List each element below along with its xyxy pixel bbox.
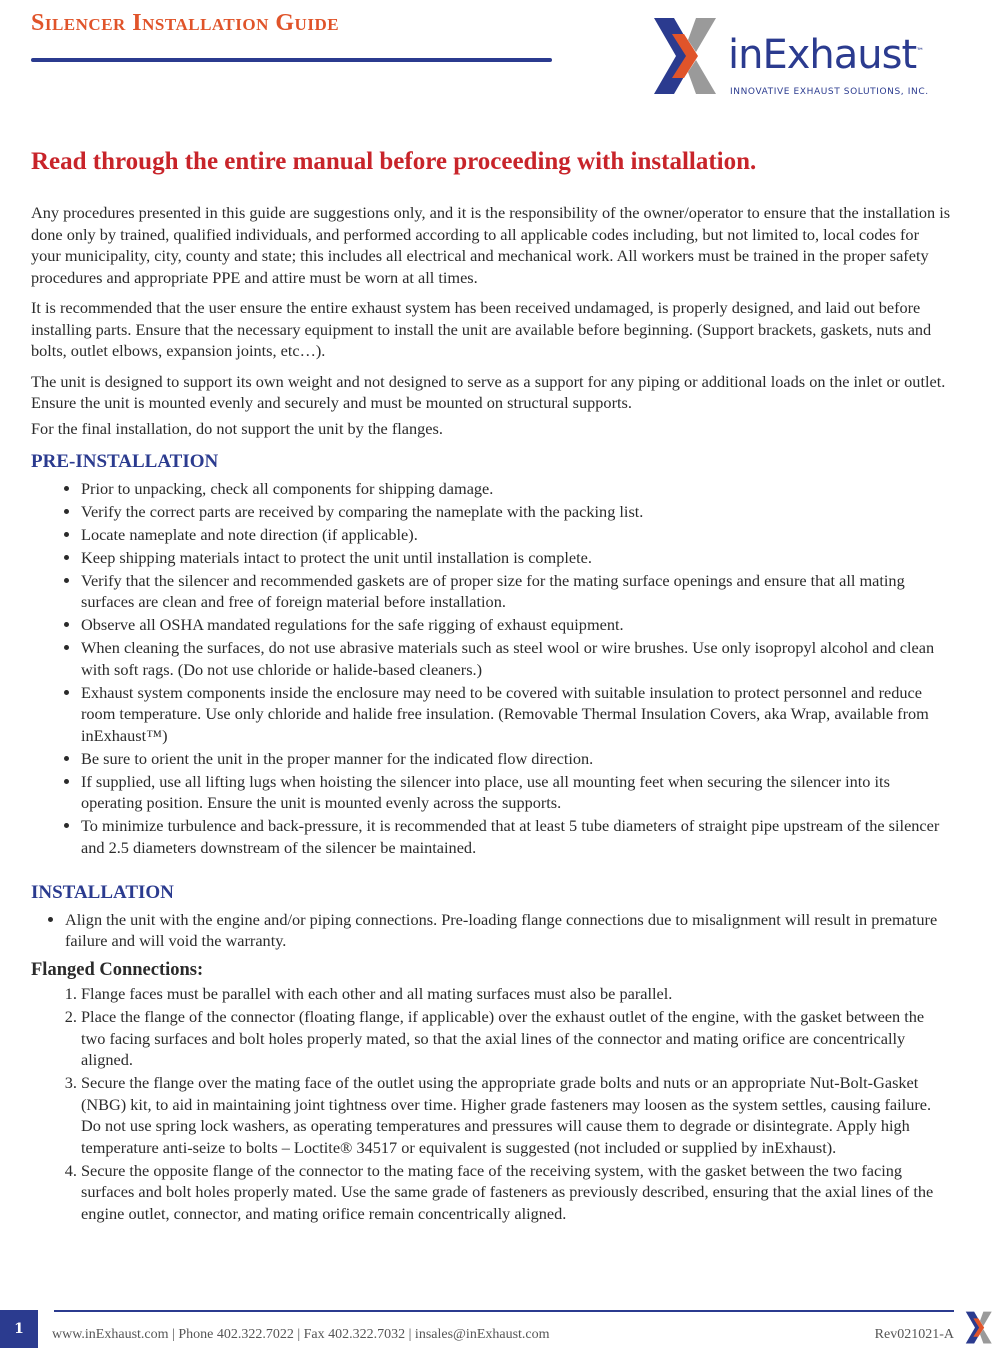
- list-item: • Observe all OSHA mandated regulations for the safe rigging of exhaust equipment.: [81, 614, 951, 636]
- list-item: • Exhaust system components inside the enclosure may need to be covered with suitable insulation to protect personnel and reduce room temperature. Use only chloride and halide free insulation. (Removable Thermal Insulation Covers, aka Wrap, available from inExhaust™): [81, 682, 951, 747]
- guide-content: [31, 202, 951, 1226]
- list-item: • Verify that the silencer and recommended gaskets are of proper size for the mating surface openings and ensure that all mating surfaces are clean and free of foreign material before installation.: [81, 570, 951, 613]
- list-item: • When cleaning the surfaces, do not use abrasive materials such as steel wool or wire brushes. Use only isopropyl alcohol and clean with soft rags. (Do not use chloride or halide-based cleaners.): [81, 637, 951, 680]
- flanged-connections-steps: [31, 983, 951, 1224]
- list-item: • Be sure to orient the unit in the proper manner for the indicated flow direction.: [81, 748, 951, 770]
- intro-paragraph: Any procedures presented in this guide are suggestions only, and it is the responsibility of the owner/operator to ensure that the installation is done only by trained, qualified individuals, and performed according to all applicable codes including, but not limited to, local codes for your municipality, city, county and state; this includes all electrical and mechanical work. All workers must be trained in the proper safety procedures and appropriate PPE and attire must be worn at all times.: [31, 203, 951, 287]
- list-item: • To minimize turbulence and back-pressure, it is recommended that at least 5 tube diameters of straight pipe upstream of the silencer and 2.5 diameters downstream of the silencer be maintained.: [81, 815, 951, 858]
- revision-label: Rev021021-A: [874, 1327, 954, 1342]
- pre-installation-list: [31, 478, 951, 859]
- footer-logo-mark-icon: [962, 1310, 998, 1346]
- installation-heading: INSTALLATION: [31, 882, 174, 903]
- step-item: 3. Secure the flange over the mating face of the outlet using the appropriate grade bolts and nuts or an appropriate Nut-Bolt-Gasket (NBG) kit, to aid in maintaining joint tightness over time. Higher grade fasteners may loosen as the system settles, causing failure. Do not use spring lock washers, as operating temperatures and pressures will cause them to degrade or disintegrate. Apply high temperature anti-seize to bolts – Loctite® 34517 or equivalent is suggested (not included or supplied by inExhaust).: [81, 1072, 951, 1158]
- list-item: • If supplied, use all lifting lugs when hoisting the silencer into place, use all mounting feet when securing the silencer into its operating position. Ensure the unit is mounted evenly across the supports.: [81, 771, 951, 814]
- company-logo: [652, 14, 952, 102]
- footer-divider: [54, 1310, 954, 1312]
- logo-tagline: INNOVATIVE EXHAUST SOLUTIONS, INC.: [730, 87, 929, 97]
- read-manual-warning: Read through the entire manual before proceeding with installation.: [31, 148, 757, 175]
- list-item: • Verify the correct parts are received by comparing the nameplate with the packing list.: [81, 501, 951, 523]
- intro-paragraph: For the final installation, do not support the unit by the flanges.: [31, 418, 443, 438]
- list-item: • Prior to unpacking, check all components for shipping damage.: [81, 478, 951, 500]
- list-item: • Keep shipping materials intact to protect the unit until installation is complete.: [81, 547, 951, 569]
- step-item: 4. Secure the opposite flange of the connector to the mating face of the receiving system, with the gasket between the two facing surfaces and bolt holes properly mated. Use the same grade of fasteners as previously described, ensuring that the axial lines of the engine outlet, connector, and mating orifice remain concentrically aligned.: [81, 1160, 951, 1225]
- step-item: 1. Flange faces must be parallel with each other and all mating surfaces must also be parallel.: [81, 983, 951, 1005]
- title-underline: [31, 58, 552, 62]
- footer-contact-info: www.inExhaust.com | Phone 402.322.7022 | Fax 402.322.7032 | insales@inExhaust.com: [52, 1327, 550, 1342]
- pre-installation-heading: PRE-INSTALLATION: [31, 451, 219, 472]
- flanged-connections-heading: Flanged Connections:: [31, 959, 204, 980]
- list-item: • Locate nameplate and note direction (if applicable).: [81, 524, 951, 546]
- installation-list: [31, 909, 951, 952]
- page-title: Silencer Installation Guide: [31, 10, 340, 36]
- logo-chevron-icon: [652, 14, 724, 100]
- intro-paragraph: The unit is designed to support its own weight and not designed to serve as a support for any piping or additional loads on the inlet or outlet. Ensure the unit is mounted evenly and securely and must be mounted on structural supports.: [31, 371, 946, 412]
- step-item: 2. Place the flange of the connector (floating flange, if applicable) over the exhaust outlet of the engine, with the gasket between the two facing surfaces and bolt holes properly mated, so that the axial lines of the connector and mating orifice are concentrically aligned.: [81, 1006, 951, 1071]
- page-number: 1: [0, 1310, 38, 1348]
- intro-paragraph: It is recommended that the user ensure the entire exhaust system has been received undamaged, is properly designed, and laid out before installing parts. Ensure that the necessary equipment to install the unit are available before beginning. (Support brackets, gaskets, nuts and bolts, outlet elbows, expansion joints, etc…).: [31, 298, 932, 360]
- logo-wordmark: inExhaust™: [728, 32, 924, 78]
- list-item: • Align the unit with the engine and/or piping connections. Pre-loading flange connections due to misalignment will result in premature failure and will void the warranty.: [65, 909, 951, 952]
